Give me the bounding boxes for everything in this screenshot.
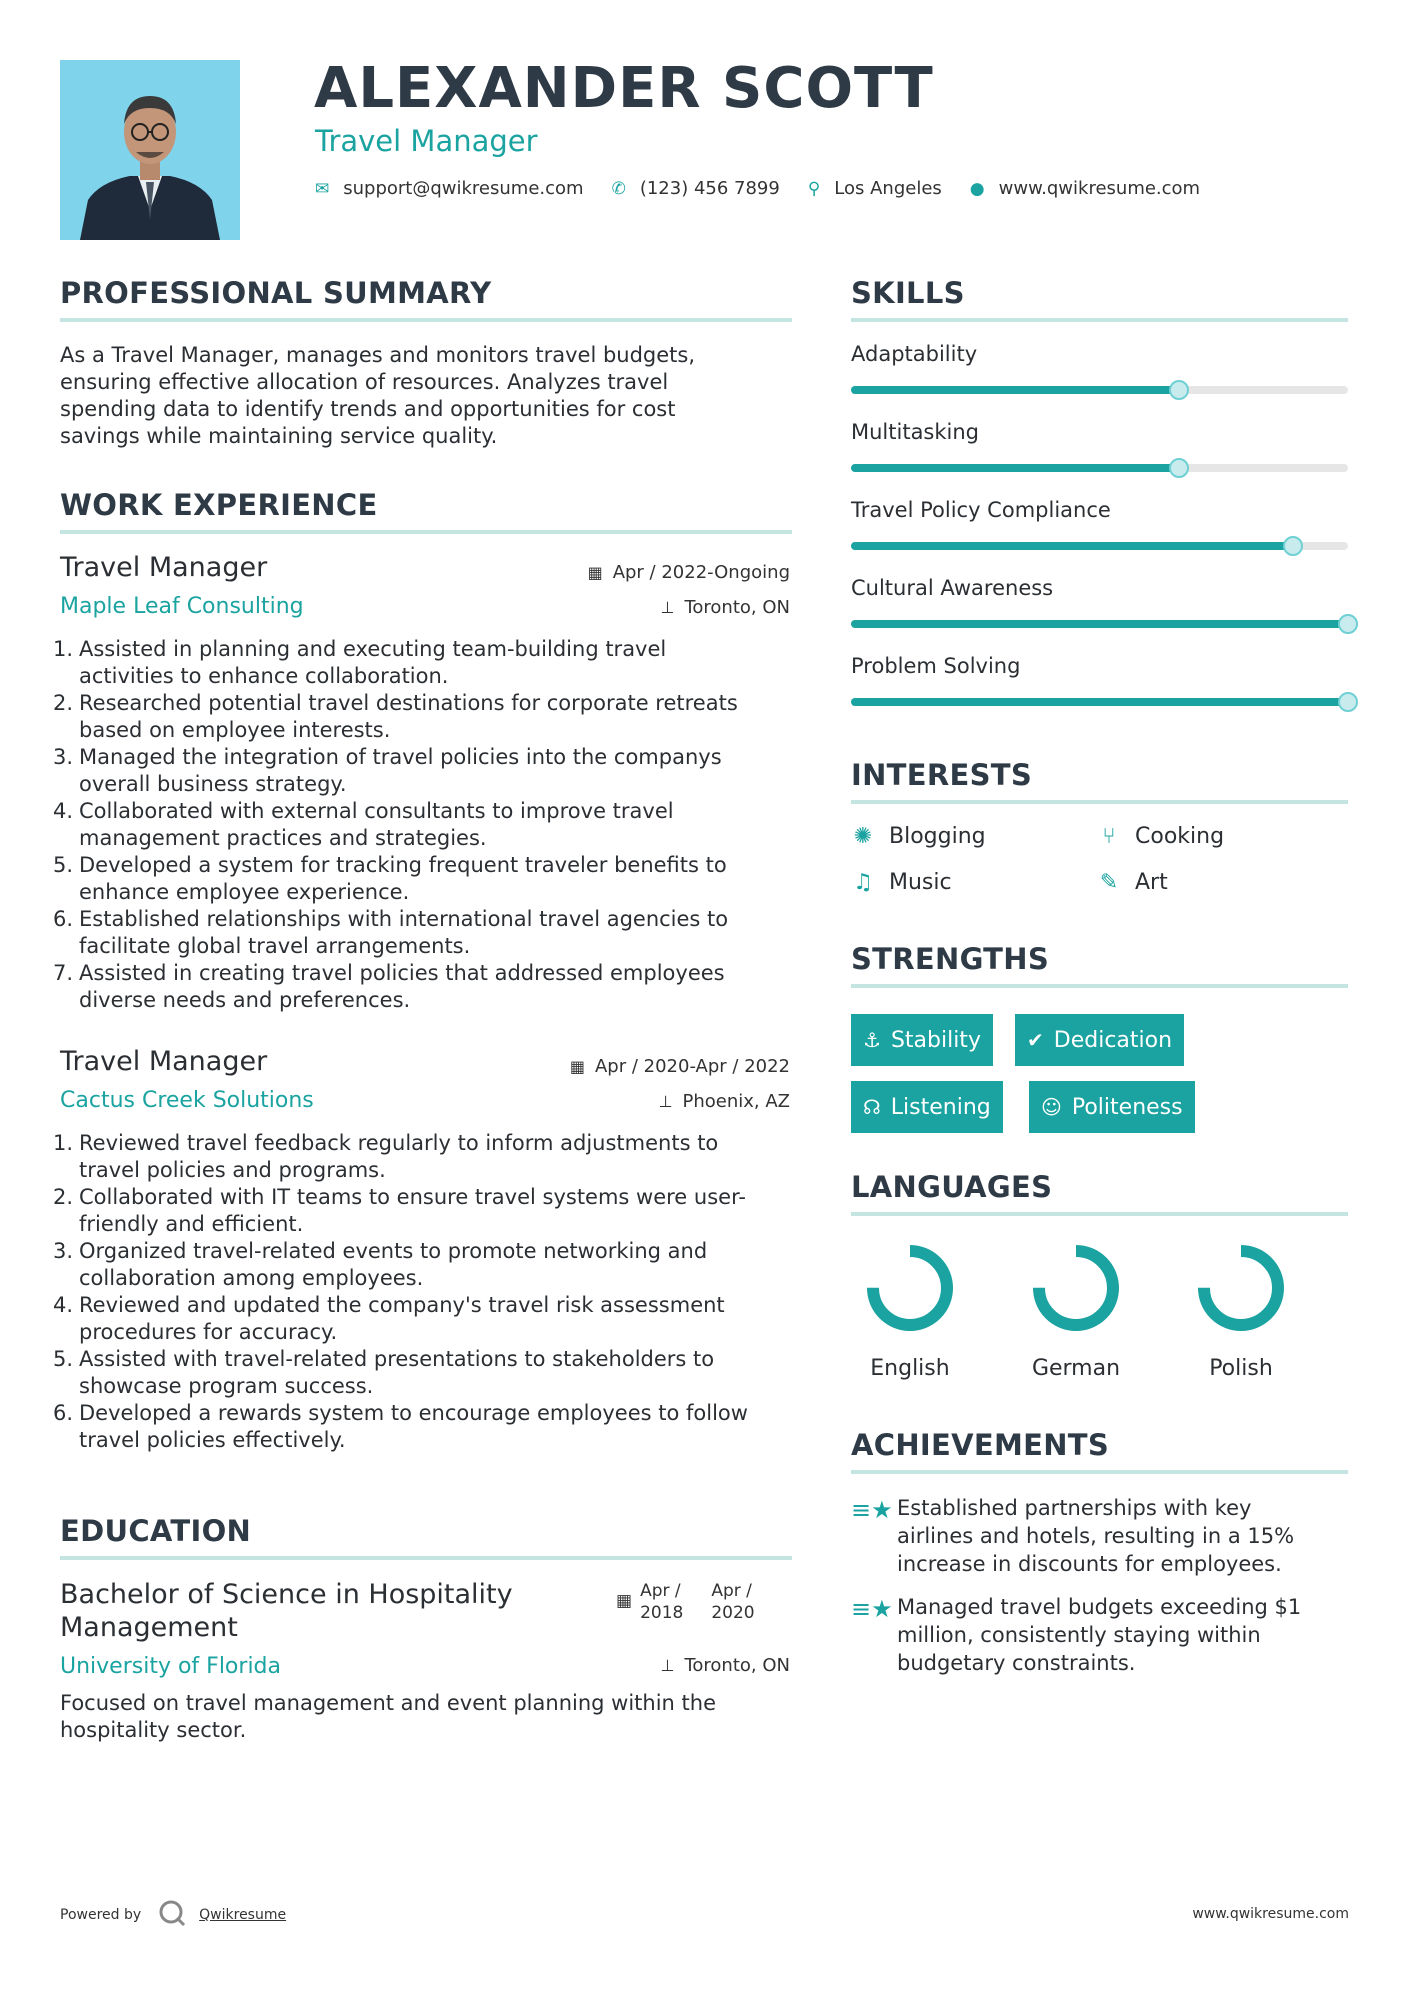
job-dates (588, 562, 790, 583)
star-icon: ≡★ (851, 1496, 893, 1524)
job-location-text: Phoenix, AZ (682, 1091, 790, 1112)
brush-icon: ✎ (1099, 870, 1119, 895)
skills-heading: SKILLS (851, 276, 965, 310)
skill-label: Problem Solving (851, 654, 1021, 678)
language-item (1021, 1240, 1131, 1381)
footer-site[interactable]: www.qwikresume.com (1192, 1906, 1349, 1922)
list-item: 2. Collaborated with IT teams to ensure travel systems were user- friendly and efficient. (53, 1185, 746, 1236)
calendar-icon: ▦ (616, 1591, 633, 1611)
language-ring (1028, 1240, 1124, 1336)
skill-bar-knob (1338, 692, 1358, 712)
interest-item: ⑂ Cooking (1097, 824, 1224, 849)
qwikresume-logo-icon (157, 1898, 187, 1932)
job-location-text: Toronto, ON (684, 597, 790, 618)
pin-icon: ⊥ (660, 1656, 675, 1675)
company-name: Cactus Creek Solutions (60, 1088, 314, 1113)
strength-badge: ☺ Politeness (1029, 1081, 1195, 1133)
degree-title: Bachelor of Science in Hospitality Management (60, 1579, 513, 1643)
skill-bar-fill (851, 386, 1179, 394)
skill-bar-knob (1283, 536, 1303, 556)
summary-line: As a Travel Manager, manages and monitors travel budgets, (60, 343, 696, 367)
pin-icon: ⊥ (660, 598, 675, 617)
skill-bar (851, 464, 1348, 472)
music-icon: ♫ (853, 870, 873, 895)
list-item: 1. Assisted in planning and executing team-building travel activities to enhance collaboration. (53, 637, 667, 688)
achievement-item: ≡★ Established partnerships with key airlines and hotels, resulting in a 15% increase in discounts for employees. (851, 1496, 1295, 1576)
website-text: www.qwikresume.com (998, 178, 1201, 199)
candidate-name: ALEXANDER SCOTT (314, 56, 934, 121)
skills-rule (851, 318, 1348, 322)
users-icon: ✺ (853, 824, 873, 849)
skill-bar (851, 386, 1348, 394)
calendar-icon: ▦ (569, 1057, 585, 1076)
brand-link[interactable]: Qwikresume (199, 1907, 287, 1923)
list-item: 7. Assisted in creating travel policies that addressed employees diverse needs and preferences. (53, 961, 725, 1012)
contact-bar (315, 178, 1228, 199)
email-text: support@qwikresume.com (343, 178, 584, 199)
job-dates-text: Apr / 2020-Apr / 2022 (594, 1056, 790, 1077)
anchor-icon: ⚓ (863, 1028, 881, 1052)
utensils-icon: ⑂ (1102, 824, 1116, 849)
interests-heading: INTERESTS (851, 758, 1033, 792)
achievement-item: ≡★ Managed travel budgets exceeding $1 million, consistently staying within budgetary constraints. (851, 1595, 1302, 1675)
skill-label: Adaptability (851, 342, 978, 366)
map-pin-icon: ⚲ (807, 178, 821, 199)
contact-email[interactable] (315, 178, 584, 199)
education-dates (616, 1580, 755, 1624)
skill-bar-fill (851, 698, 1348, 706)
skill-label: Multitasking (851, 420, 980, 444)
strengths-rule (851, 984, 1348, 988)
list-item: 3. Organized travel-related events to promote networking and collaboration among employees. (53, 1239, 708, 1290)
job-location (661, 597, 790, 618)
job-bullets (53, 1130, 798, 1454)
summary-text (60, 342, 800, 450)
skill-label: Cultural Awareness (851, 576, 1054, 600)
skill-bar-fill (851, 542, 1293, 550)
skill-bar-knob (1169, 458, 1189, 478)
skill-label: Travel Policy Compliance (851, 498, 1111, 522)
job-dates (570, 1056, 790, 1077)
strengths-heading: STRENGTHS (851, 942, 1050, 976)
envelope-icon: ✉ (315, 178, 330, 199)
experience-heading: WORK EXPERIENCE (60, 488, 378, 522)
smile-icon: ☺ (1041, 1095, 1062, 1119)
list-item: 3. Managed the integration of travel policies into the companys overall business strategy. (53, 745, 722, 796)
job-location (659, 1091, 790, 1112)
candidate-title: Travel Manager (315, 124, 538, 158)
job-title: Travel Manager (60, 1046, 268, 1077)
education-rule (60, 1556, 792, 1560)
skill-bar (851, 542, 1348, 550)
language-name: German (1031, 1356, 1121, 1381)
list-item: 2. Researched potential travel destinations for corporate retreats based on employee interests. (53, 691, 738, 742)
education-description: Focused on travel management and event planning within the hospitality sector. (60, 1691, 716, 1742)
phone-icon: ✆ (611, 178, 626, 199)
interests-rule (851, 800, 1348, 804)
company-name: Maple Leaf Consulting (60, 594, 304, 619)
contact-website[interactable] (970, 178, 1200, 199)
job-dates-text: Apr / 2022-Ongoing (612, 562, 790, 583)
star-icon: ≡★ (851, 1595, 893, 1623)
achievements-rule (851, 1470, 1348, 1474)
skill-bar-fill (851, 464, 1179, 472)
summary-heading: PROFESSIONAL SUMMARY (60, 276, 492, 310)
skill-bar (851, 698, 1348, 706)
powered-by-text: Powered by (60, 1907, 142, 1923)
summary-rule (60, 318, 792, 322)
language-ring (1193, 1240, 1289, 1336)
language-ring (862, 1240, 958, 1336)
strength-badge: ⚓ Stability (851, 1014, 993, 1066)
list-item: 5. Assisted with travel-related presentations to stakeholders to showcase program success. (53, 1347, 715, 1398)
summary-line: savings while maintaining service quality. (60, 424, 498, 448)
list-item: 1. Reviewed travel feedback regularly to inform adjustments to travel policies and programs. (53, 1131, 719, 1182)
contact-location (808, 178, 942, 199)
skill-bar-knob (1338, 614, 1358, 634)
summary-line: ensuring effective allocation of resources. Analyzes travel (60, 370, 669, 394)
interest-item: ✺ Blogging (851, 824, 986, 849)
footer-powered-by (60, 1898, 286, 1932)
job-bullets (53, 636, 798, 1014)
list-item: 4. Reviewed and updated the company's travel risk assessment procedures for accuracy. (53, 1293, 725, 1344)
strength-badge: ✔ Dedication (1015, 1014, 1184, 1066)
experience-rule (60, 530, 792, 534)
list-item: 4. Collaborated with external consultants to improve travel management practices and strategies. (53, 799, 674, 850)
education-heading: EDUCATION (60, 1514, 252, 1548)
language-item (1186, 1240, 1296, 1381)
education-date-start: Apr / 2018 (640, 1581, 684, 1623)
job-title: Travel Manager (60, 552, 268, 583)
summary-line: spending data to identify trends and opportunities for cost (60, 397, 676, 421)
calendar-icon: ▦ (587, 563, 603, 582)
languages-heading: LANGUAGES (851, 1170, 1053, 1204)
language-item (855, 1240, 965, 1381)
profile-photo (60, 60, 240, 240)
check-circle-icon: ✔ (1027, 1028, 1044, 1052)
achievements-heading: ACHIEVEMENTS (851, 1428, 1110, 1462)
contact-phone[interactable] (612, 178, 780, 199)
list-item: 5. Developed a system for tracking frequent traveler benefits to enhance employee experience. (53, 853, 727, 904)
education-location-text: Toronto, ON (684, 1655, 790, 1676)
language-name: Polish (1209, 1356, 1273, 1381)
language-name: English (870, 1356, 950, 1381)
education-date-end: Apr / 2020 (711, 1581, 755, 1623)
education-location (661, 1655, 790, 1676)
languages-rule (851, 1212, 1348, 1216)
interest-item: ✎ Art (1097, 870, 1168, 895)
headphones-icon: ☊ (863, 1095, 881, 1119)
globe-icon: ● (969, 178, 985, 199)
school-name: University of Florida (60, 1654, 281, 1679)
pin-icon: ⊥ (658, 1092, 673, 1111)
location-text: Los Angeles (834, 178, 942, 199)
list-item: 6. Established relationships with international travel agencies to facilitate global travel arrangements. (53, 907, 729, 958)
skill-bar (851, 620, 1348, 628)
phone-text: (123) 456 7899 (639, 178, 780, 199)
skill-bar-fill (851, 620, 1348, 628)
list-item: 6. Developed a rewards system to encourage employees to follow travel policies effectively. (53, 1401, 748, 1452)
skill-bar-knob (1169, 380, 1189, 400)
strength-badge: ☊ Listening (851, 1081, 1003, 1133)
interest-item: ♫ Music (851, 870, 952, 895)
